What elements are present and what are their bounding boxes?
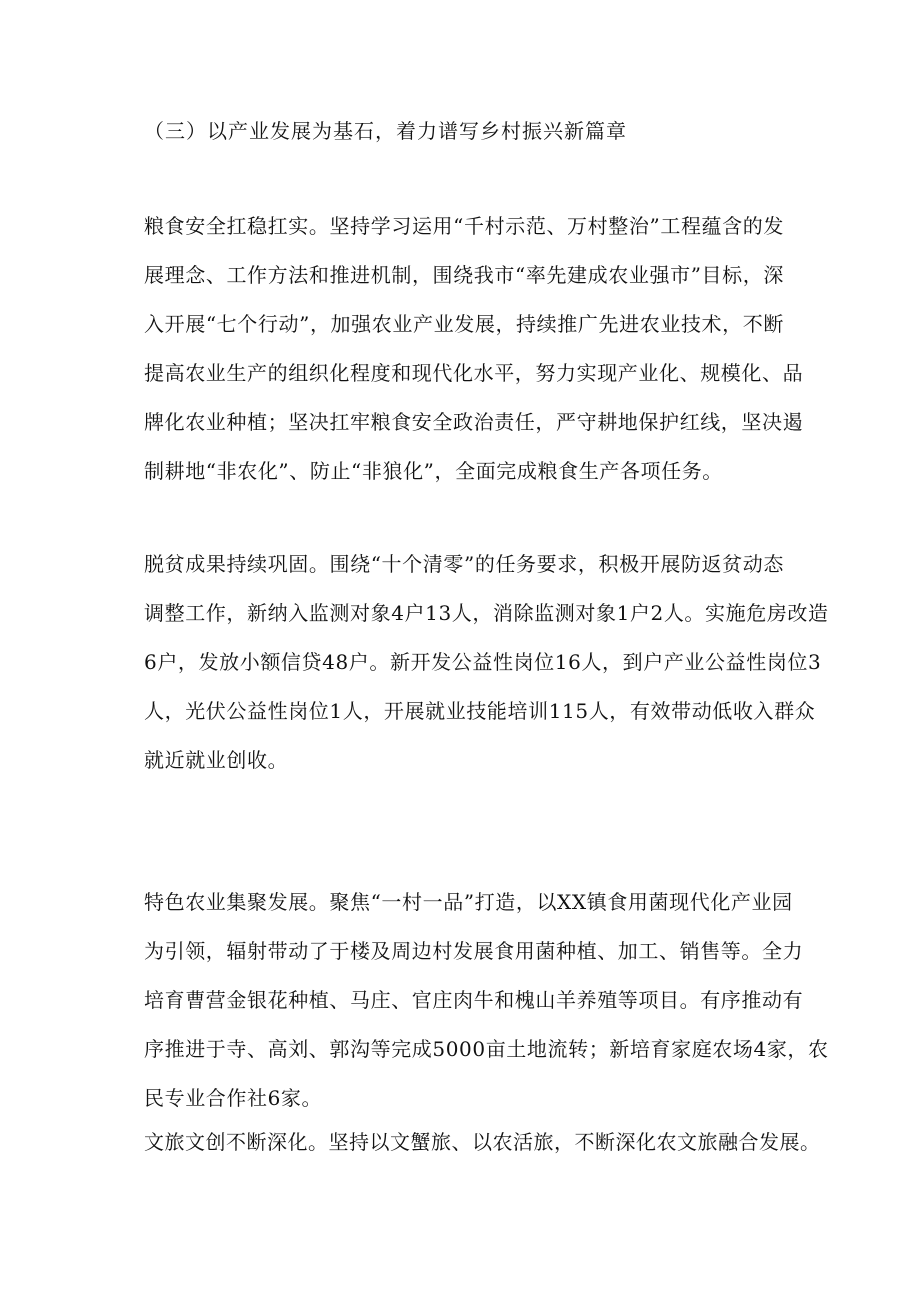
paragraph-line: 人，光伏公益性岗位1人，开展就业技能培训115人，有效带动低收入群众 bbox=[144, 699, 816, 723]
section-heading: （三）以产业发展为基石，着力谱写乡村振兴新篇章 bbox=[144, 119, 627, 143]
paragraph-line: 序推进于寺、高刘、郭沟等完成5000亩土地流转；新培育家庭农场4家，农 bbox=[144, 1037, 829, 1061]
paragraph-line: 提高农业生产的组织化程度和现代化水平，努力实现产业化、规模化、品 bbox=[144, 361, 804, 385]
paragraph-line: 6户，发放小额信贷48户。新开发公益性岗位16人，到户产业公益性岗位3 bbox=[144, 650, 822, 674]
paragraph-line: 文旅文创不断深化。坚持以文蟹旅、以农活旅，不断深化农文旅融合发展。 bbox=[144, 1130, 821, 1154]
paragraph-line: 制耕地“非农化”、防止“非狼化”，全面完成粮食生产各项任务。 bbox=[144, 459, 723, 483]
paragraph-line: 牌化农业种植；坚决扛牢粮食安全政治责任，严守耕地保护红线，坚决遏 bbox=[144, 410, 804, 434]
paragraph-culture-tourism bbox=[144, 1118, 821, 1167]
paragraph-line: 展理念、工作方法和推进机制，围绕我市“率先建成农业强市”目标，深 bbox=[144, 263, 784, 287]
paragraph-line: 入开展“七个行动”，加强农业产业发展，持续推广先进农业技术，不断 bbox=[144, 312, 784, 336]
paragraph-line: 调整工作，新纳入监测对象4户13人，消除监测对象1户2人。实施危房改造 bbox=[144, 601, 829, 625]
paragraph-line: 脱贫成果持续巩固。围绕“十个清零”的任务要求，积极开展防返贫动态 bbox=[144, 552, 784, 576]
paragraph-line: 粮食安全扛稳扛实。坚持学习运用“千村示范、万村整治”工程蕴含的发 bbox=[144, 214, 784, 238]
paragraph-line: 为引领，辐射带动了于楼及周边村发展食用菌种植、加工、销售等。全力 bbox=[144, 939, 804, 963]
paragraph-line: 民专业合作社6家。 bbox=[144, 1086, 323, 1110]
paragraph-specialty-agriculture bbox=[144, 878, 829, 1123]
paragraph-line: 特色农业集聚发展。聚焦“一村一品”打造，以XX镇食用菌现代化产业园 bbox=[144, 890, 793, 914]
paragraph-grain-security bbox=[144, 202, 804, 496]
paragraph-line: 培育曹营金银花种植、马庄、官庄肉牛和槐山羊养殖等项目。有序推动有 bbox=[144, 988, 804, 1012]
paragraph-line: 就近就业创收。 bbox=[144, 748, 289, 772]
paragraph-poverty-alleviation bbox=[144, 540, 829, 785]
